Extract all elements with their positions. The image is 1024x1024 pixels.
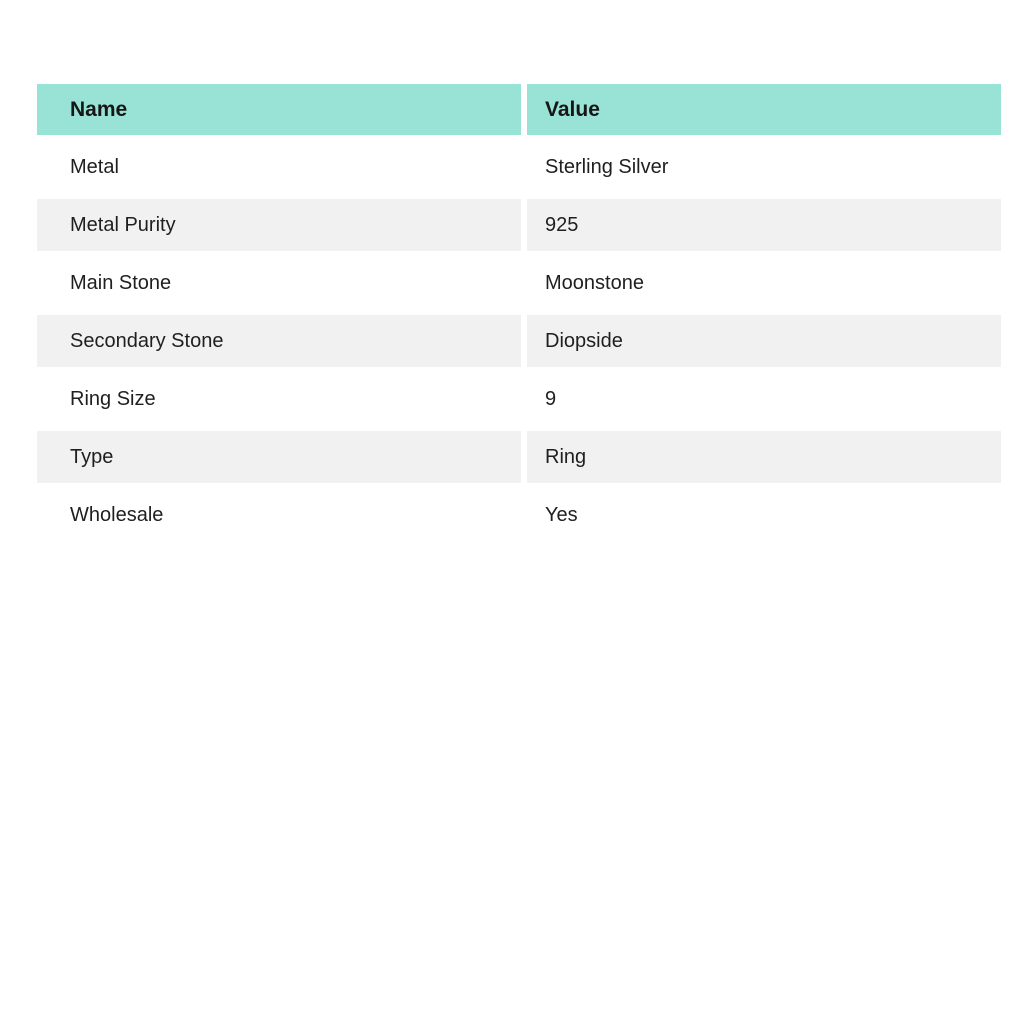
- table-row: [37, 315, 1001, 373]
- attribute-value-cell: Yes: [527, 489, 1001, 547]
- attribute-name-cell: Metal Purity: [37, 199, 527, 257]
- attribute-name-cell: Type: [37, 431, 527, 489]
- attribute-value-cell: Moonstone: [527, 257, 1001, 315]
- table-row: [37, 141, 1001, 199]
- column-header-value: Value: [527, 84, 1001, 141]
- table-row: [37, 373, 1001, 431]
- table-row: [37, 431, 1001, 489]
- product-attributes-section: [37, 84, 1001, 547]
- attribute-name-cell: Metal: [37, 141, 527, 199]
- header-row: [37, 84, 1001, 141]
- product-attributes-table: [37, 84, 1001, 547]
- column-header-name: Name: [37, 84, 527, 141]
- attribute-name-cell: Secondary Stone: [37, 315, 527, 373]
- attribute-name-cell: Wholesale: [37, 489, 527, 547]
- table-row: [37, 257, 1001, 315]
- table-row: [37, 489, 1001, 547]
- attribute-value-cell: Diopside: [527, 315, 1001, 373]
- attribute-value-cell: Sterling Silver: [527, 141, 1001, 199]
- attribute-name-cell: Main Stone: [37, 257, 527, 315]
- attribute-name-cell: Ring Size: [37, 373, 527, 431]
- attribute-value-cell: 925: [527, 199, 1001, 257]
- attribute-value-cell: Ring: [527, 431, 1001, 489]
- table-row: [37, 199, 1001, 257]
- attribute-value-cell: 9: [527, 373, 1001, 431]
